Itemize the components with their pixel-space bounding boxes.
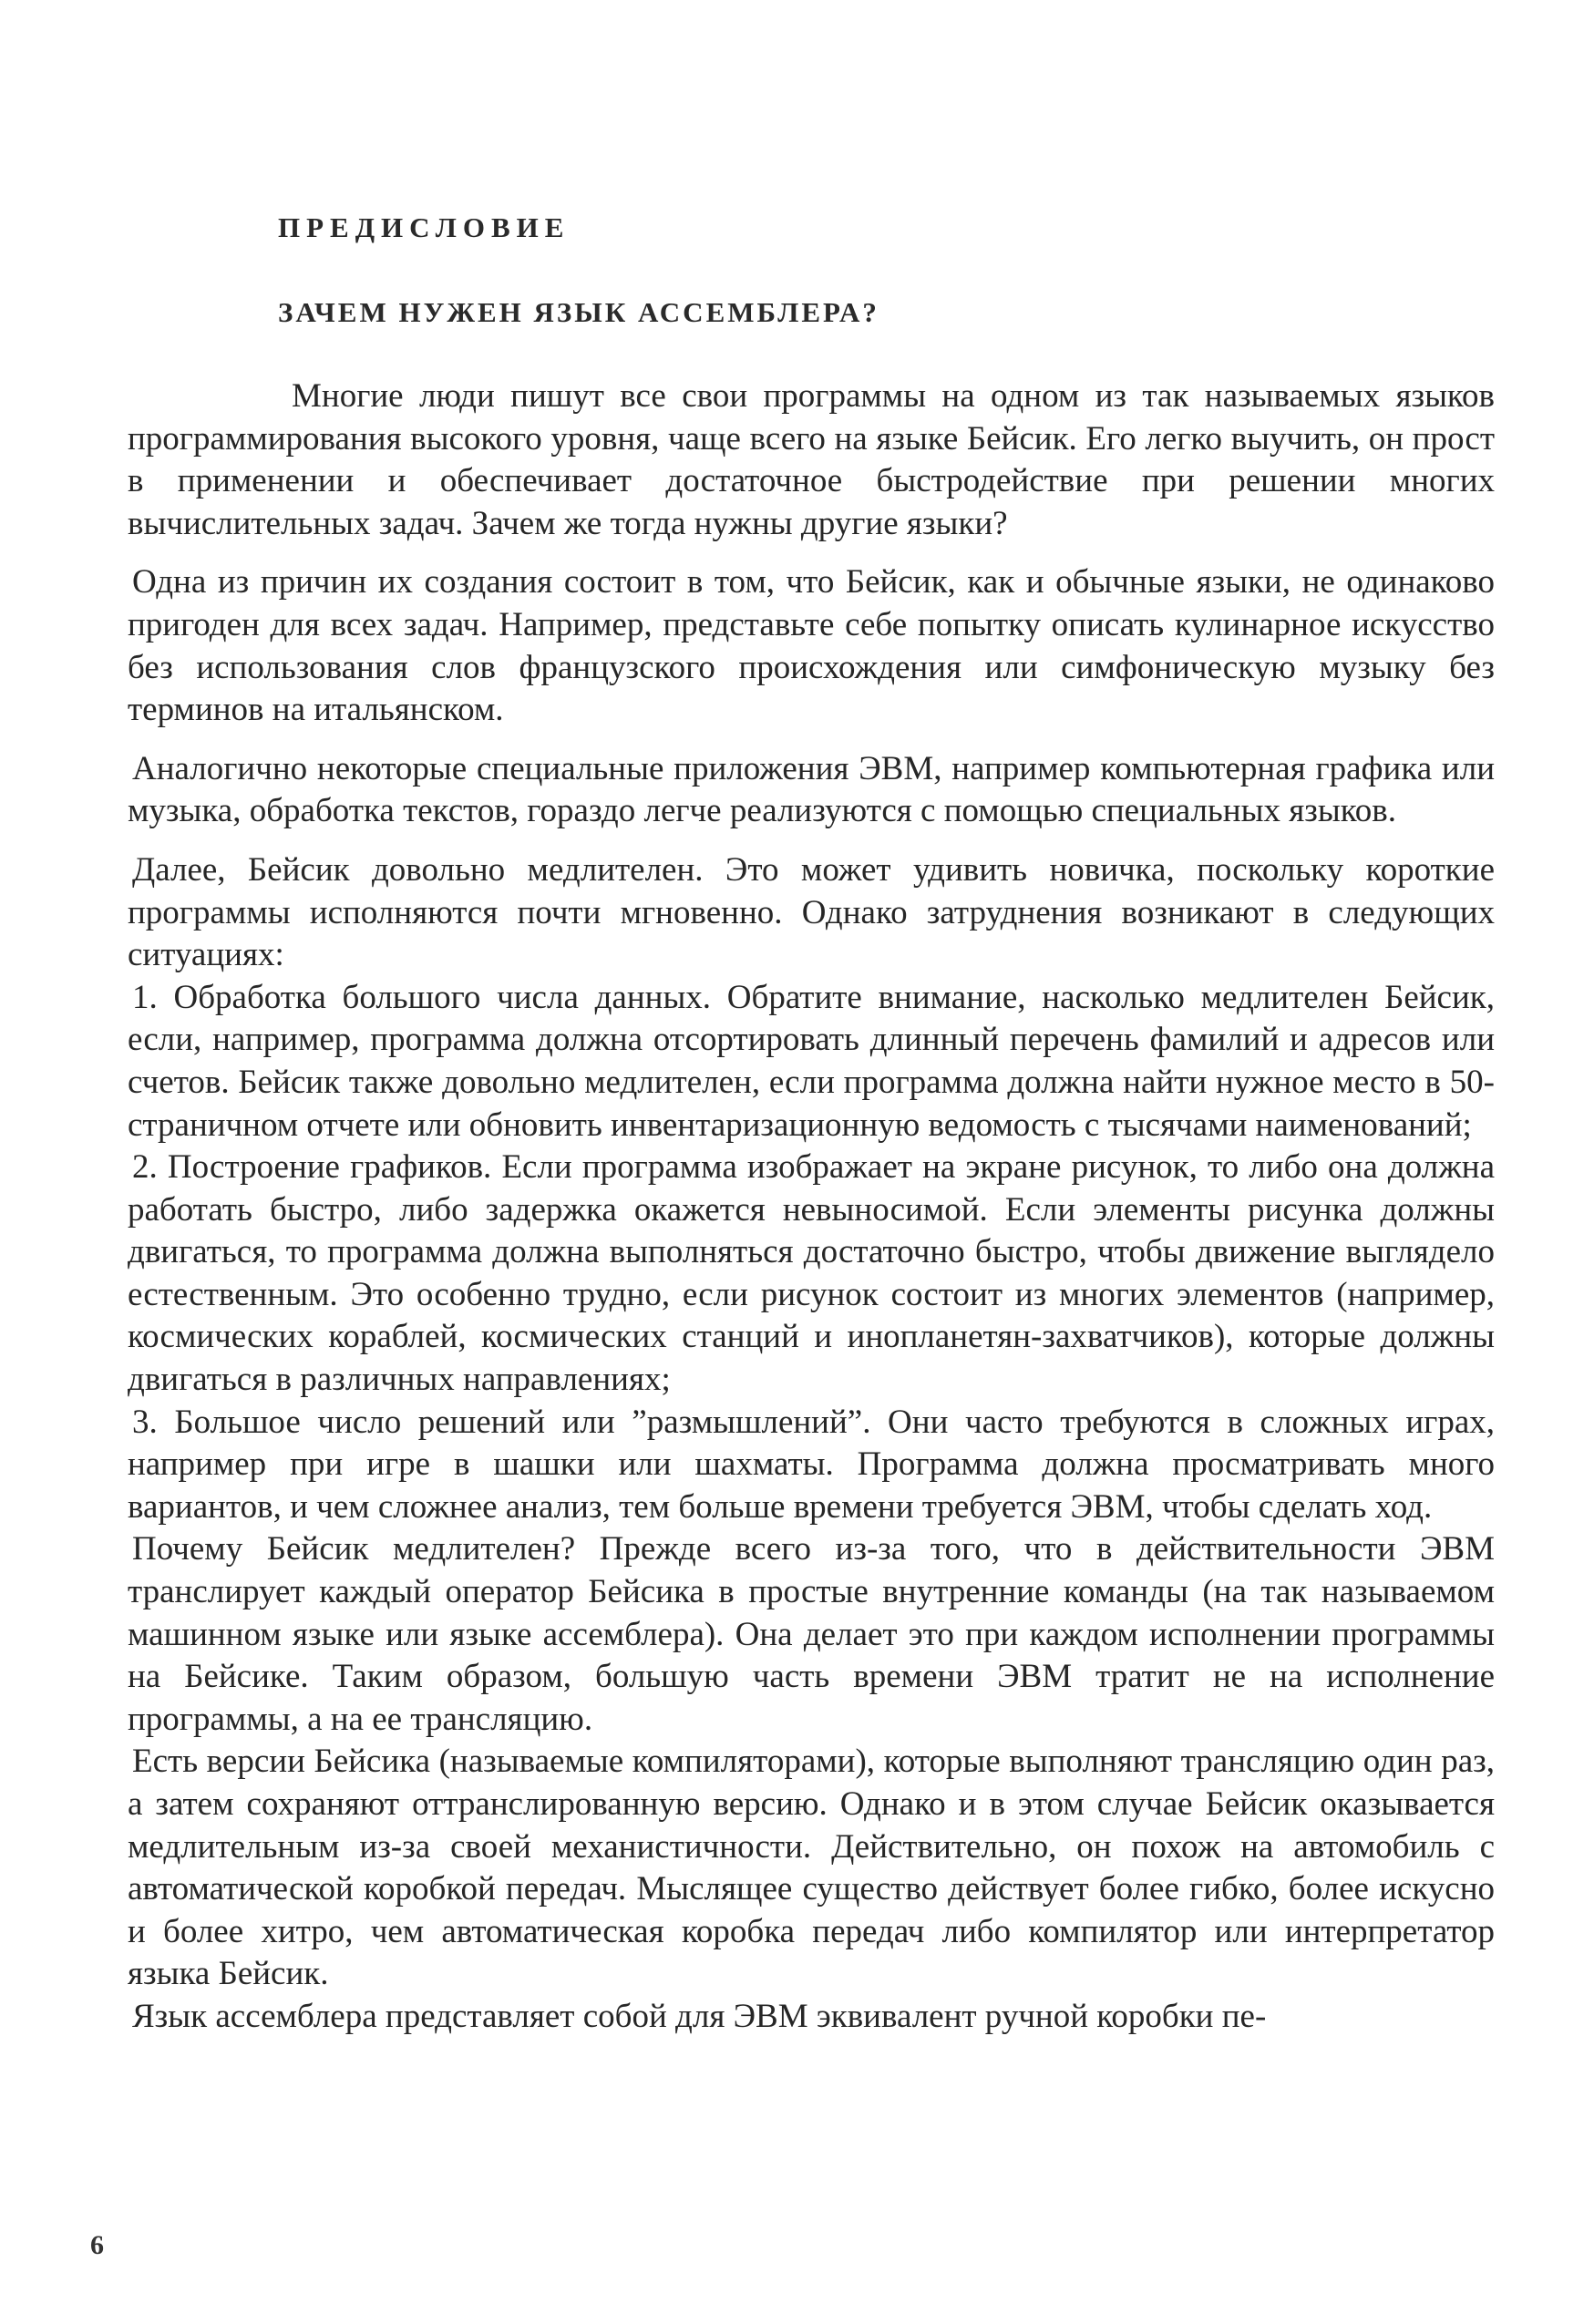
list-item-graphics: 2. Построение графиков. Если программа изображает на экране рисунок, то либо она должна работать быстро, либо задержка окажется невыносимой. Если элементы рисунка должны двигаться, то программа должна выполняться достаточно быстро, чтобы движение выглядело естественным. Это особенно трудно, если рисунок состоит из многих элементов (например, космических кораблей, космических станций и инопланетян-захватчиков), которые должны двигаться в различных направлениях; <box>128 1148 1495 1399</box>
paragraph-special-applications: Аналогично некоторые специальные приложения ЭВМ, например компьютерная графика или музыка, обработка текстов, гораздо легче реализуются с помощью специальных языков. <box>128 749 1495 830</box>
paragraph-intro: Многие люди пишут все свои программы на одном из так называемых языков программирования высокого уровня, чаще всего на языке Бейсик. Его легко выучить, он прост в применении и обеспечивает достаточное быстродействие при решении многих вычислительных задач. Зачем же тогда нужны другие языки? <box>128 377 1495 542</box>
body-text <box>128 375 1495 2039</box>
section-heading: ПРЕДИСЛОВИЕ <box>278 211 571 243</box>
paragraph-why-slow: Почему Бейсик медлителен? Прежде всего из-за того, что в действительности ЭВМ транслирует каждый оператор Бейсика в простые внутренние команды (на так называемом машинном языке или языке ассемблера). Она делает это при каждом исполнении программы на Бейсике. Таким образом, большую часть времени ЭВМ тратит не на исполнение программы, а на ее трансляцию. <box>128 1530 1495 1738</box>
page-number: 6 <box>90 2230 104 2260</box>
paragraph-basic-slow: Далее, Бейсик довольно медлителен. Это может удивить новичка, поскольку короткие программы исполняются почти мгновенно. Однако затруднения возникают в следующих ситуациях: <box>128 850 1495 974</box>
list-item-data-processing: 1. Обработка большого числа данных. Обратите внимание, насколько медлителен Бейсик, если, например, программа должна отсортировать длинный перечень фамилий и адресов или счетов. Бейсик также довольно медлителен, если программа должна найти нужное место в 50-страничном отчете или обновить инвентаризационную ведомость с тысячами наименований; <box>128 978 1495 1144</box>
paragraph-compilers: Есть версии Бейсика (называемые компиляторами), которые выполняют трансляцию один раз, а затем сохраняют оттранслированную версию. Однако и в этом случае Бейсик оказывается медлительным из-за своей механистичности. Действительно, он похож на автомобиль с автоматической коробкой передач. Мыслящее существо действует более гибко, более искусно и более хитро, чем автоматическая коробка передач либо компилятор или интерпретатор языка Бейсик. <box>128 1743 1495 1993</box>
chapter-subheading: ЗАЧЕМ НУЖЕН ЯЗЫК АССЕМБЛЕРА? <box>278 296 879 328</box>
paragraph-reasons: Одна из причин их создания состоит в том, что Бейсик, как и обычные языки, не одинаково пригоден для всех задач. Например, представьте себе попытку описать кулинарное искусство без использования слов французского происхождения или симфоническую музыку без терминов на итальянском. <box>128 563 1495 729</box>
list-item-decisions: 3. Большое число решений или ”размышлений”. Они часто требуются в сложных играх, например при игре в шашки или шахматы. Программа должна просматривать много вариантов, и чем сложнее анализ, тем больше времени требуется ЭВМ, чтобы сделать ход. <box>128 1403 1495 1526</box>
paragraph-assembler: Язык ассемблера представляет собой для ЭВМ эквивалент ручной коробки пе- <box>132 1997 1267 2035</box>
